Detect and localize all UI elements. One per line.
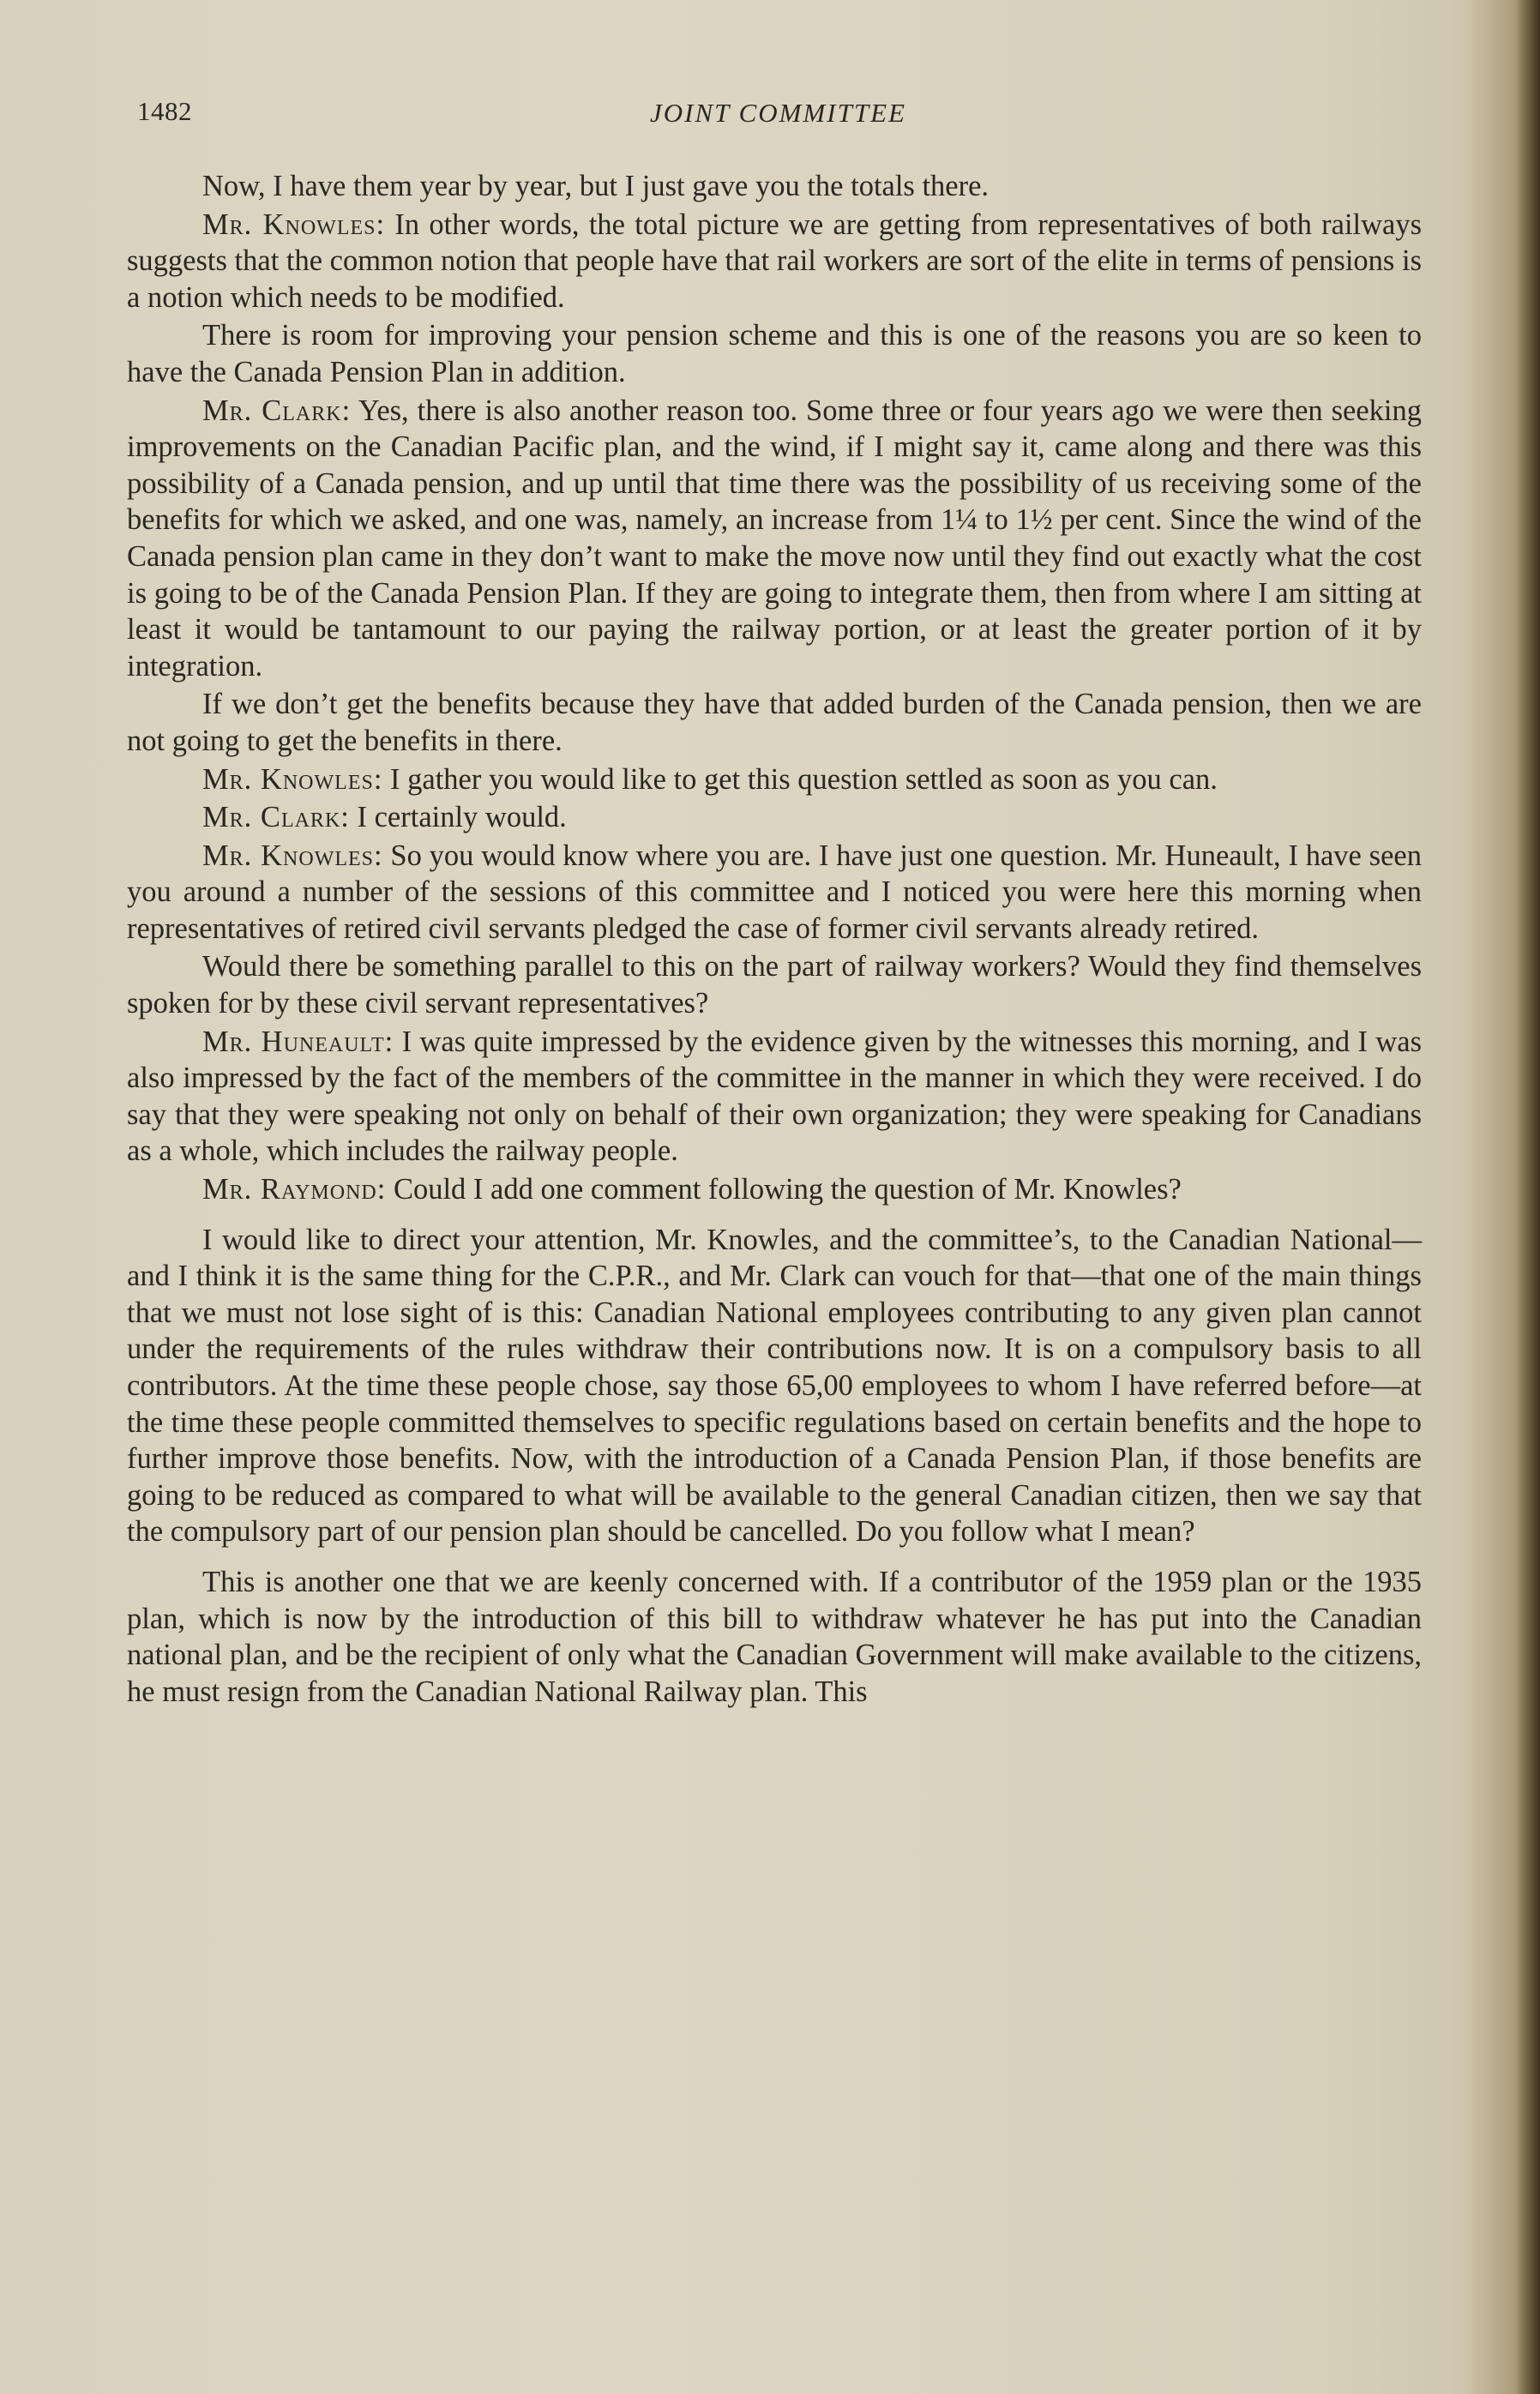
speaker-label: Mr. Raymond: [202,1173,387,1206]
transcript-body [127,168,1422,1711]
speaker-label: Mr. Knowles: [202,839,383,872]
page-header [137,96,1419,139]
paragraph [127,1024,1422,1170]
paragraph-text: This is another one that we are keenly concerned with. If a contributor of the 1959 plan or the 1935 plan, which is now by the introduction of this bill to withdraw whatever he has put into the Canadian national plan, and be the recipient of only what the Canadian Government will make available to the citizens, he must resign from the Canadian National Railway plan. This [127,1565,1422,1708]
paragraph-text: I gather you would like to get this question settled as soon as you can. [390,762,1218,796]
paragraph [127,1564,1422,1710]
paragraph-text: I would like to direct your attention, Mr. Knowles, and the committee’s, to the Canadian National—and I think it is the same thing for the C.P.R., and Mr. Clark can vouch for that—that one of the main things that we must not lose sight of is this: Canadian National employees contributing to any given plan cannot under the requirements of the rules withdraw their contributions now. It is on a compulsory basis to all contributors. At the time these people chose, say those 65,00 employees to whom I have referred before—at the time these people committed themselves to specific regulations based on certain benefits and the hope to further improve those benefits. Now, with the introduction of a Canada Pension Plan, if those benefits are going to be reduced as compared to what will be available to the general Canadian citizen, then we say that the compulsory part of our pension plan should be cancelled. Do you follow what I mean? [127,1223,1422,1549]
paragraph [127,168,1422,205]
paragraph [127,1171,1422,1208]
paragraph [127,686,1422,759]
paragraph-text: I was quite impressed by the evidence given by the witnesses this morning, and I was also impressed by the fact of the members of the committee in the manner in which they were received. I do say that they were speaking not only on behalf of their own organization; they were speaking for Canadians as a whole, which includes the railway people. [127,1025,1422,1168]
page-binding-shadow [1514,0,1540,2394]
paragraph-text: There is room for improving your pension scheme and this is one of the reasons you are so keen to have the Canada Pension Plan in addition. [127,319,1422,388]
paragraph-text: I certainly would. [357,801,567,834]
paragraph [127,393,1422,685]
paragraph [127,799,1422,836]
speaker-label: Mr. Knowles: [202,762,383,796]
paragraph-text: Yes, there is also another reason too. Some three or four years ago we were then seeking improvements on the Canadian Pacific plan, and the wind, if I might say it, came along and there was this possibility of a Canada pension, and up until that time there was the possibility of us receiving some of the benefits for which we asked, and one was, namely, an increase from 1¼ to 1½ per cent. Since the wind of the Canada pension plan came in they don’t want to make the move now until they find out exactly what the cost is going to be of the Canada Pension Plan. If they are going to integrate them, then from where I am sitting at least it would be tantamount to our paying the railway portion, or at least the greater portion of it by integration. [127,394,1422,683]
paragraph-text: Now, I have them year by year, but I just gave you the totals there. [202,170,990,202]
paragraph-text: Could I add one comment following the question of Mr. Knowles? [393,1173,1182,1206]
paragraph [127,207,1422,316]
speaker-label: Mr. Huneault: [202,1025,394,1058]
paragraph [127,1222,1422,1550]
paragraph [127,948,1422,1021]
speaker-label: Mr. Clark: [202,801,350,834]
speaker-label: Mr. Knowles: [202,208,386,241]
paragraph-text: If we don’t get the benefits because they have that added burden of the Canada pension, then we are not going to get the benefits in there. [127,688,1422,757]
speaker-label: Mr. Clark: [202,394,352,427]
paragraph-text: So you would know where you are. I have just one question. Mr. Huneault, I have seen you around a number of the sessions of this committee and I noticed you were here this morning when representatives of retired civil servants pledged the case of former civil servants already retired. [127,839,1422,945]
paragraph-text: In other words, the total picture we are getting from representatives of both railways suggests that the common notion that people have that rail workers are sort of the elite in terms of pensions is a notion which needs to be modified. [127,208,1423,314]
paragraph [127,761,1422,798]
running-head: JOINT COMMITTEE [650,98,906,128]
page-number: 1482 [137,96,192,126]
paragraph-text: Would there be something parallel to this on the part of railway workers? Would they find themselves spoken for by these civil servant representatives? [127,950,1422,1020]
paragraph [127,838,1422,947]
paragraph [127,317,1422,390]
